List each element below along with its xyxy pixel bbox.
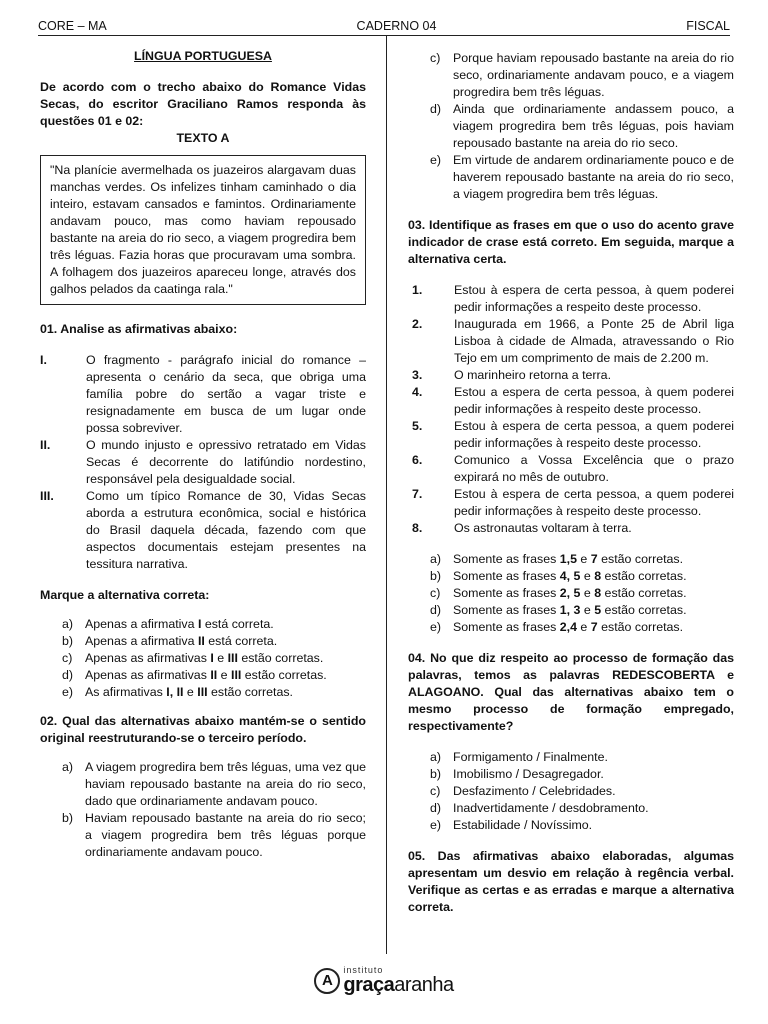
sentence-text: Estou à espera de certa pessoa, a quem poderei pedir informações à respeito deste processo. [454, 487, 734, 518]
answer-option[interactable] [430, 817, 734, 834]
answer-option[interactable] [430, 749, 734, 766]
option-label: a) [62, 617, 74, 631]
page-header [38, 18, 730, 36]
answer-option[interactable] [430, 783, 734, 800]
option-text: As afirmativas I, II e III estão corretas. [85, 685, 293, 699]
option-label: d) [430, 102, 442, 116]
option-label: a) [430, 552, 442, 566]
answer-option[interactable] [430, 551, 734, 568]
sentence-text: Inaugurada em 1966, a Ponte 25 de Abril liga Lisboa à cidade de Almada, atravessando o Rio Tejo em um comprimento de mais de 2.200 m. [454, 317, 734, 365]
option-label: b) [430, 767, 442, 781]
option-text: Apenas a afirmativa I está correta. [85, 617, 274, 631]
option-text: A viagem progredira bem três léguas, uma vez que haviam repousado bastante na areia do rio seco, dado que ordinariamente andavam pouco. [85, 760, 366, 808]
question-02-options-continued [408, 50, 734, 203]
option-label: d) [430, 603, 442, 617]
question-05-prompt: 05. Das afirmativas abaixo elaboradas, algumas apresentam um desvio em relação à regência verbal. Verifique as certas e as erradas e marque a alternativa correta. [408, 849, 734, 914]
sentence-label: 1. [412, 283, 423, 297]
question-01-prompt: 01. Analise as afirmativas abaixo: [40, 322, 238, 336]
sentence-text: Comunico a Vossa Excelência que o prazo expirará no mês de outubro. [454, 453, 734, 484]
option-text: Somente as frases 2,4 e 7 estão corretas. [453, 620, 684, 634]
sentence-item [408, 367, 734, 384]
option-text: Porque haviam repousado bastante na areia do rio seco, ordinariamente andavam pouco, e a viagem progredira bem três léguas. [453, 51, 734, 99]
sentence-item [408, 452, 734, 486]
footer-logo [0, 966, 768, 995]
option-label: d) [62, 668, 74, 682]
answer-option[interactable] [62, 810, 366, 861]
text-title: TEXTO A [176, 131, 230, 145]
option-text: Somente as frases 1,5 e 7 estão corretas. [453, 552, 684, 566]
question-03-options [408, 551, 734, 636]
option-label: e) [430, 818, 442, 832]
logo-subtitle: instituto [343, 965, 384, 975]
answer-option[interactable] [62, 650, 366, 667]
answer-option[interactable] [62, 759, 366, 810]
sentence-item [408, 418, 734, 452]
statement-label: II. [40, 438, 51, 452]
answer-option[interactable] [430, 602, 734, 619]
question-03-sentences [408, 282, 734, 537]
option-text: Apenas as afirmativas II e III estão corretas. [85, 668, 327, 682]
answer-option[interactable] [62, 684, 366, 701]
option-text: Ainda que ordinariamente andassem pouco, a viagem progredira bem três léguas, pois haviam repousado bastante na areia do rio seco. [453, 102, 734, 150]
question-01-instruction: Marque a alternativa correta: [40, 588, 210, 602]
sentence-label: 6. [412, 453, 423, 467]
statement-text: O fragmento - parágrafo inicial do romance – apresenta o cenário da seca, que obriga uma família pobre do sertão a vagar triste e resignadamente em busca de um lugar onde possa sobreviver. [86, 353, 366, 435]
statement-item [40, 437, 366, 488]
sentence-item [408, 282, 734, 316]
sentence-label: 7. [412, 487, 423, 501]
right-column [408, 50, 734, 916]
sentence-item [408, 486, 734, 520]
option-label: c) [430, 51, 441, 65]
option-text: Estabilidade / Novíssimo. [453, 818, 593, 832]
sentence-text: Estou à espera de certa pessoa, à quem poderei pedir informações a respeito deste processo. [454, 283, 734, 314]
question-03-prompt: 03. Identifique as frases em que o uso do acento grave indicador de crase está correto. Em seguida, marque a alternativa certa. [408, 218, 734, 266]
statement-item [40, 352, 366, 437]
sentence-label: 5. [412, 419, 423, 433]
sentence-label: 8. [412, 521, 423, 535]
answer-option[interactable] [62, 633, 366, 650]
intro-text: De acordo com o trecho abaixo do Romance Vidas Secas, do escritor Graciliano Ramos responda às questões 01 e 02: [40, 80, 366, 128]
sentence-label: 4. [412, 385, 423, 399]
answer-option[interactable] [430, 766, 734, 783]
header-rule [38, 35, 730, 36]
option-label: d) [430, 801, 442, 815]
option-text: Desfazimento / Celebridades. [453, 784, 616, 798]
answer-option[interactable] [430, 585, 734, 602]
option-label: b) [62, 634, 74, 648]
option-text: Apenas as afirmativas I e III estão corretas. [85, 651, 324, 665]
option-label: c) [430, 586, 441, 600]
option-label: e) [62, 685, 74, 699]
answer-option[interactable] [430, 50, 734, 101]
option-text: Imobilismo / Desagregador. [453, 767, 604, 781]
option-label: b) [62, 811, 74, 825]
sentence-item [408, 316, 734, 367]
option-label: b) [430, 569, 442, 583]
sentence-text: O marinheiro retorna a terra. [454, 368, 612, 382]
header-center: CADERNO 04 [356, 19, 437, 33]
sentence-text: Estou a espera de certa pessoa, à quem poderei pedir informações à respeito deste processo. [454, 385, 734, 416]
sentence-item [408, 520, 734, 537]
answer-option[interactable] [62, 667, 366, 684]
answer-option[interactable] [430, 800, 734, 817]
left-column [40, 48, 366, 861]
option-label: c) [430, 784, 441, 798]
header-right: FISCAL [686, 19, 730, 33]
statement-text: O mundo injusto e opressivo retratado em Vidas Secas é decorrente do latifúndio nordestino, responsável pela desigualdade social. [86, 438, 366, 486]
option-label: e) [430, 153, 442, 167]
sentence-label: 3. [412, 368, 423, 382]
question-01-options [40, 616, 366, 701]
sentence-text: Estou à espera de certa pessoa, a quem poderei pedir informações à respeito deste processo. [454, 419, 734, 450]
sentence-text: Os astronautas voltaram à terra. [454, 521, 632, 535]
answer-option[interactable] [62, 616, 366, 633]
header-left: CORE – MA [38, 19, 107, 33]
question-04-options [408, 749, 734, 834]
statement-label: I. [40, 353, 47, 367]
column-divider [386, 36, 387, 954]
question-02-prompt: 02. Qual das alternativas abaixo mantém-se o sentido original reestruturando-se o terceiro período. [40, 714, 366, 745]
answer-option[interactable] [430, 568, 734, 585]
option-label: a) [62, 760, 74, 774]
logo-wordmark: graçaaranha [343, 974, 454, 996]
question-04-prompt: 04. No que diz respeito ao processo de formação das palavras, temos as palavras REDESCOBERTA e ALAGOANO. Qual das alternativas abaixo tem o mesmo processo de formação empregado, respectivamente? [408, 651, 734, 733]
option-label: e) [430, 620, 442, 634]
answer-option[interactable] [430, 619, 734, 636]
section-title: LÍNGUA PORTUGUESA [134, 49, 272, 63]
question-02-options [40, 759, 366, 861]
option-text: Em virtude de andarem ordinariamente pouco e de haverem repousado bastante na areia do rio seco, a viagem progredira bem três léguas. [453, 153, 734, 201]
statement-label: III. [40, 489, 54, 503]
option-text: Somente as frases 2, 5 e 8 estão corretas. [453, 586, 687, 600]
answer-option[interactable] [430, 101, 734, 152]
option-label: c) [62, 651, 73, 665]
sentence-item [408, 384, 734, 418]
answer-option[interactable] [430, 152, 734, 203]
passage-box: "Na planície avermelhada os juazeiros alargavam duas manchas verdes. Os infelizes tinham caminhado o dia inteiro, estavam cansados e famintos. Ordinariamente andavam pouco, mas como haviam repousado bastante na areia do rio seco, a viagem progredira bem três léguas. Fazia horas que procuravam uma sombra. A folhagem dos juazeiros apareceu longe, através dos galhos pelados da caatinga rala." [40, 155, 366, 305]
option-text: Somente as frases 4, 5 e 8 estão corretas. [453, 569, 687, 583]
option-text: Apenas a afirmativa II está correta. [85, 634, 278, 648]
option-text: Formigamento / Finalmente. [453, 750, 608, 764]
statement-item [40, 488, 366, 573]
sentence-label: 2. [412, 317, 423, 331]
option-label: a) [430, 750, 442, 764]
option-text: Haviam repousado bastante na areia do rio seco; a viagem progredira bem três léguas porque ordinariamente andavam pouco. [85, 811, 366, 859]
logo-text [343, 966, 453, 995]
logo-mark-icon: A [314, 968, 340, 994]
option-text: Inadvertidamente / desdobramento. [453, 801, 649, 815]
statement-text: Como um típico Romance de 30, Vidas Secas aborda a estrutura econômica, social e histórica do Brasil daquela década, fazendo com que aspectos documentais estejam presentes na tessitura narrativa. [86, 489, 366, 571]
option-text: Somente as frases 1, 3 e 5 estão corretas. [453, 603, 687, 617]
